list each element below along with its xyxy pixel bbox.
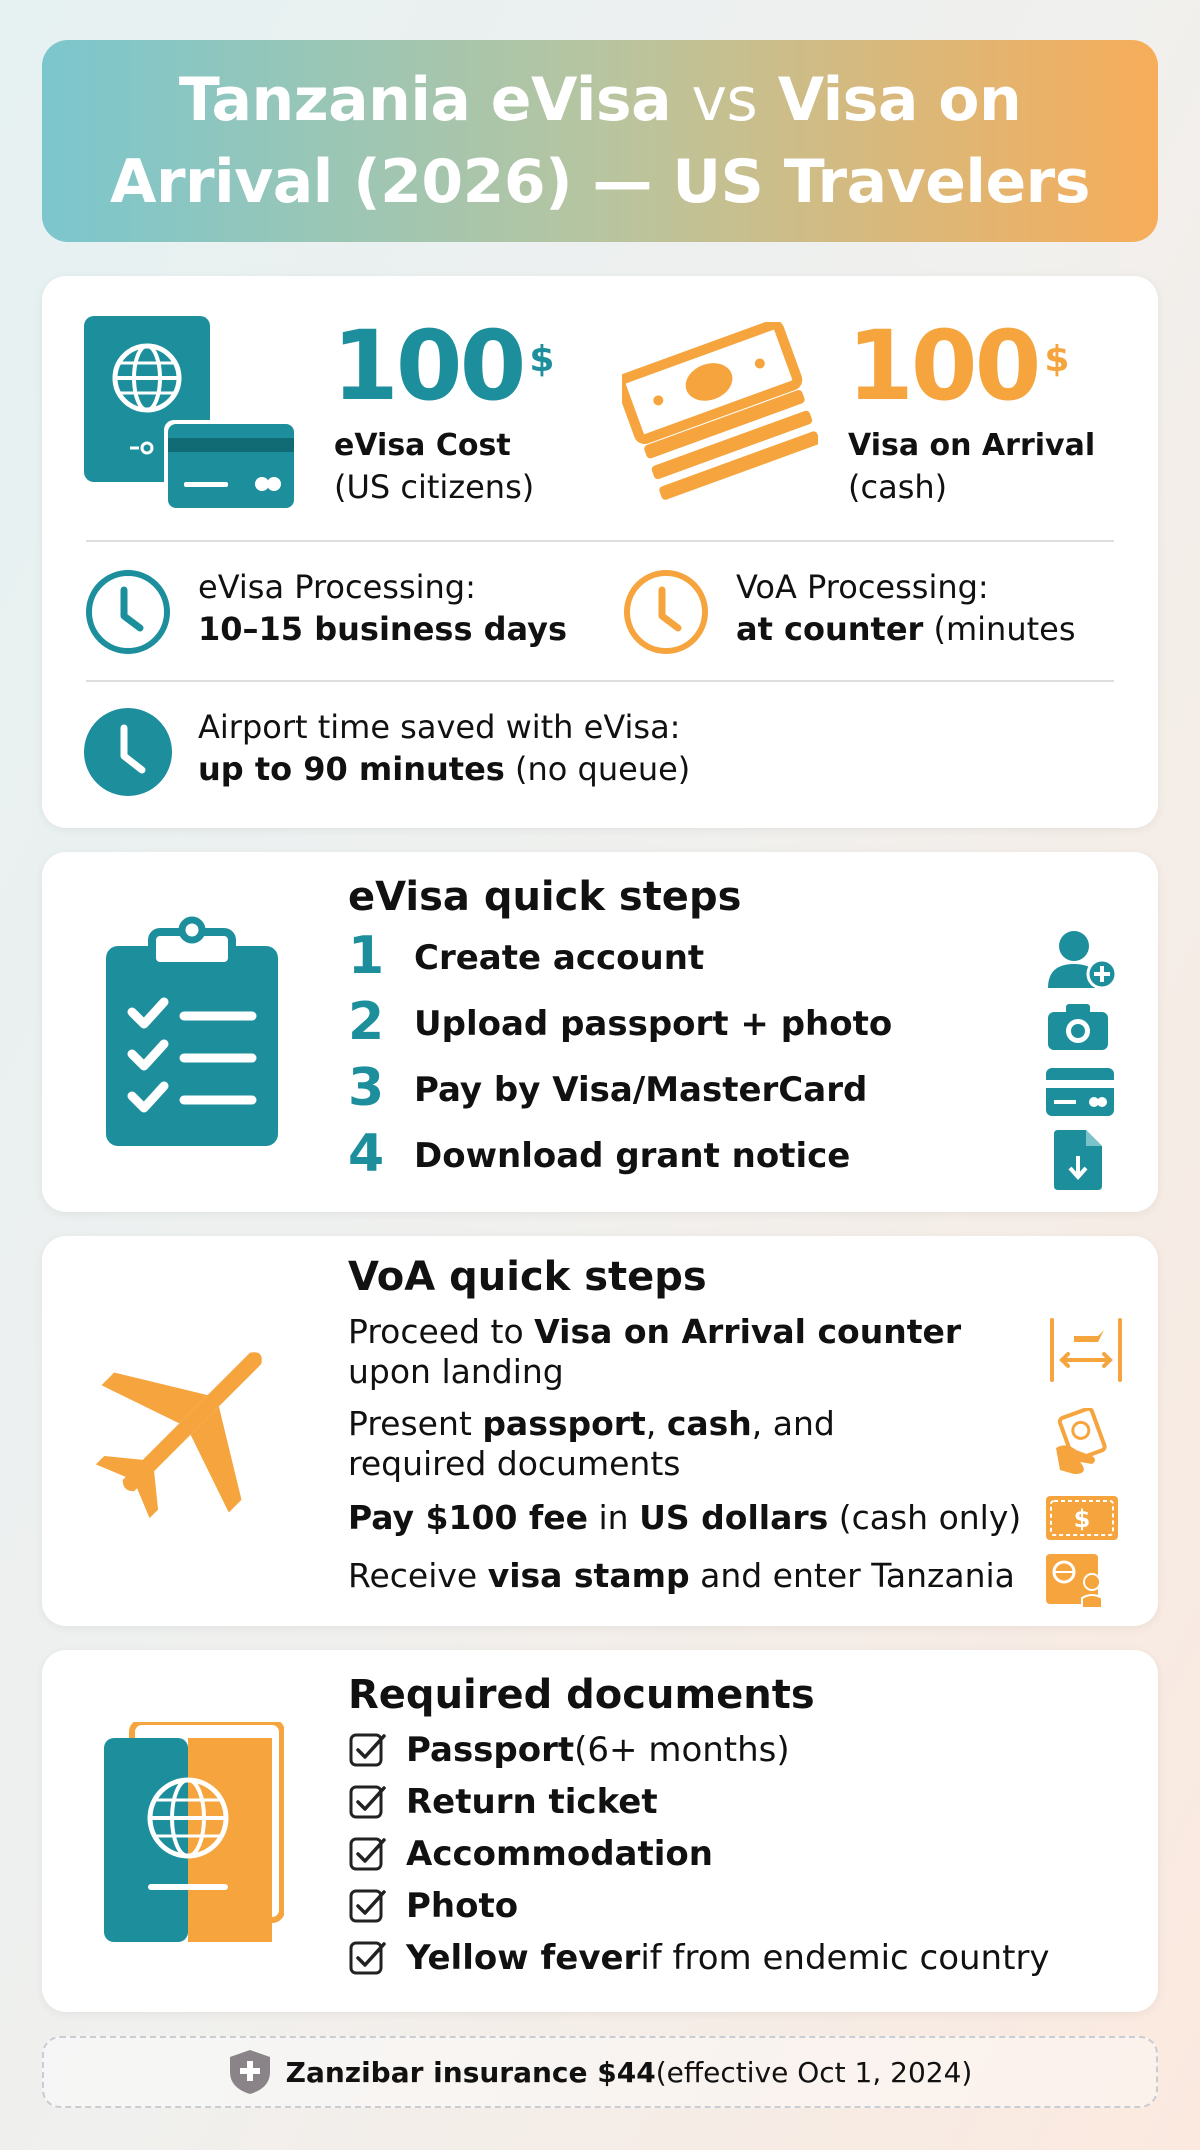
camera-icon: [1046, 1002, 1110, 1052]
airplane-icon: [92, 1322, 292, 1522]
divider: [86, 540, 1114, 542]
checkbox-checked-icon: [348, 1938, 388, 1978]
download-document-icon: [1054, 1130, 1102, 1190]
voa-step-2: Present passport, cash, and required documents: [348, 1404, 835, 1483]
document-item: Accommodation: [348, 1834, 713, 1874]
step-number: 4: [348, 1124, 385, 1184]
checkbox-checked-icon: [348, 1782, 388, 1822]
passport-icon: [104, 1722, 284, 1942]
voa-cost-label: Visa on Arrival: [848, 428, 1096, 463]
document-item: Yellow fever if from endemic country: [348, 1938, 1050, 1978]
svg-text:$: $: [1073, 1505, 1091, 1533]
checkbox-checked-icon: [348, 1886, 388, 1926]
credit-card-icon: [1046, 1068, 1114, 1116]
evisa-processing: eVisa Processing: 10–15 business days: [198, 568, 568, 648]
document-item: Passport (6+ months): [348, 1730, 790, 1770]
checkbox-checked-icon: [348, 1730, 388, 1770]
voa-step-1: Proceed to Visa on Arrival counter upon landing: [348, 1312, 962, 1391]
voa-cost-sublabel: (cash): [848, 468, 948, 506]
checkbox-checked-icon: [348, 1834, 388, 1874]
step-number: 2: [348, 992, 385, 1052]
evisa-cost-sublabel: (US citizens): [334, 468, 535, 506]
clipboard-checklist-icon: [106, 916, 278, 1146]
step-number: 1: [348, 926, 385, 986]
step-number: 3: [348, 1058, 385, 1118]
passport-hand-icon: [1050, 1408, 1118, 1476]
voa-processing: VoA Processing: at counter (minutes: [736, 568, 1076, 648]
shield-plus-icon: [228, 2048, 272, 2096]
visa-stamp-icon: [1046, 1554, 1110, 1608]
evisa-cost-label: eVisa Cost: [334, 428, 511, 463]
clock-icon: [622, 568, 710, 656]
document-item: Return ticket: [348, 1782, 658, 1822]
voa-cost-value: 100 $: [847, 310, 1070, 422]
insurance-note: Zanzibar insurance $44 (effective Oct 1, 2024): [42, 2036, 1158, 2108]
evisa-steps-title: eVisa quick steps: [348, 874, 742, 920]
title-banner: [42, 40, 1158, 242]
evisa-cost-value: 100 $: [332, 310, 555, 422]
evisa-steps-card: [42, 852, 1158, 1212]
time-saved: Airport time saved with eVisa: up to 90 minutes (no queue): [198, 708, 691, 788]
dollar-bill-icon: [1046, 1496, 1118, 1540]
voa-steps-card: [42, 1236, 1158, 1626]
cash-stack-icon: [622, 322, 818, 502]
passport-card-icon: [84, 316, 298, 512]
voa-step-3: Pay $100 fee in US dollars (cash only): [348, 1498, 1022, 1537]
voa-step-4: Receive visa stamp and enter Tanzania: [348, 1556, 1015, 1595]
step-text: Create account: [414, 938, 705, 978]
divider: [86, 680, 1114, 682]
step-text: Download grant notice: [414, 1136, 851, 1176]
arrival-gate-icon: [1048, 1318, 1124, 1382]
clock-icon: [84, 568, 172, 656]
stats-card: [42, 276, 1158, 828]
documents-card: [42, 1650, 1158, 2012]
document-item: Photo: [348, 1886, 518, 1926]
clock-icon: [84, 708, 172, 796]
voa-steps-title: VoA quick steps: [348, 1254, 707, 1300]
add-user-icon: [1046, 928, 1118, 992]
documents-title: Required documents: [348, 1672, 815, 1718]
page-title: Tanzania eVisa vs Visa on Arrival (2026) — US Travelers: [110, 65, 1090, 217]
step-text: Upload passport + photo: [414, 1004, 893, 1044]
step-text: Pay by Visa/MasterCard: [414, 1070, 868, 1110]
